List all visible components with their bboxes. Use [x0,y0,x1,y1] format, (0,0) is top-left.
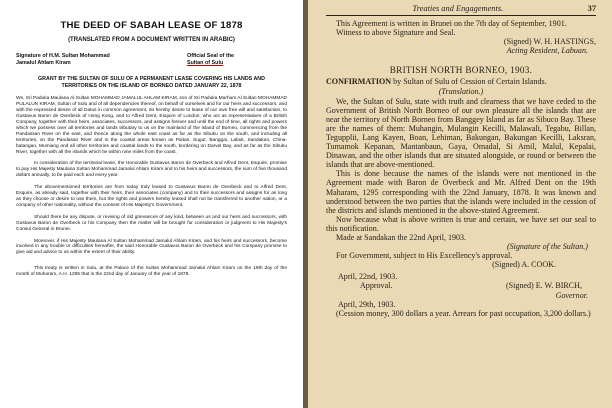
deed-title: THE DEED OF SABAH LEASE OF 1878 [60,20,243,31]
running-head-spacer [326,4,328,13]
agreement-date-paragraph: This Agreement is written in Brunei on the 7th day of September, 1901. [336,19,567,28]
cession-body-paragraph: Now because what is above written is true and certain, we have set our seal to this notification. [326,214,596,233]
deed-paragraph: The abovementioned territories are from today truly leased to Gustavus Baron de Overbeck and to Alfred Dent, Esquire, as already said, together with their heirs, their associates (company) and to their successors and assigns for as long as they choose or desire to use them, but the rights and powers hereby leased shall not be transferred to another nation, or a company of other nationality, without the consent of His Majesty's Government. [16,185,287,208]
made-at-line: Made at Sandakan the 22nd April, 1903. [336,232,467,242]
deed-subtitle: (TRANSLATED FROM A DOCUMENT WRITTEN IN ARABIC) [68,37,235,43]
witness-label: Witness to above Signature and Seal. [336,28,456,38]
cook-signature: (Signed) A. COOK. [492,260,556,270]
deed-paragraph: In consideration of the territorial lease, the Honorable Gustavus Baron de Overbeck and Alfred Dent, Esquire, promise to pay His Majesty Maulana Sultan Mohammad Jamalul Ahlam Kiram and to his heirs and successors, the sum of five thousand dollars annually, to be paid each and every year. [16,161,287,179]
confirmation-bold: CONFIRMATION [326,77,392,87]
translation-label: (Translation.) [438,87,484,97]
page-number: 37 [587,4,596,13]
cession-body-paragraph: This is done because the names of the islands were not mentioned in the Agreement made with Baron de Overbeck and Mr. Alfred Dent on the 19th Maharam, 1295 corresponding with the 22nd January, 1878. It was known and understood between the two parties that the islands were included in the cession of the districts and islands mentioned in the above-stated Agreement. [326,169,596,215]
deed-paragraph: Moreover, if His Majesty Maulana Al Sultan Mohammad Jamalul Ahlam Kiram, and his heirs and successors, become involved in any trouble or difficulties hereafter, the said Honorable Gustavus Baron de Overbeck and his Company promise to give aid and advice to us within the extent of their ability. [16,238,287,256]
birch-signature: (Signed) E. W. BIRCH, [505,281,582,291]
running-head-title: Treaties and Engagements. [412,4,504,13]
deed-paragraph: We, Sri Paduka Maulana Al Sultan MOHAMMAD JAMALUL AHLAM KIRAM, son of Sri Paduka Marhum Al Sultan MOHAMMAD PULALUN KIRAM, Sultan of Sulu and of all dependencies thereof, on behalf of ourselves and for our heirs and successors, and with the expressed desire of all Datus in common agreement, do hereby desire to lease of our own free will and satisfaction, to Gustavus Baron de Overbeck of Hong Kong, and to Alfred Dent, Esquire of London, who act as representatives of a British Company, together with their heirs, associates, successors, and assigns forever and until the end of time, all rights and powers which we possess over all territories and lands tributary to us on the mainland of the island of Borneo, commencing from the Pandassan River on the east, and thence along the whole east coast as far as the Sibuku on the south, and including all territories, on the Pandasan River and in the coastal areas known as Paitan, Sugut, Banggai, Labuk, Sandakan, China-batangan, Mumiang and all other territories and coastal lands to the south, bordering on Darvel Bay, and as far as the Sibuku River, together with all the islands which lie within nine miles from the coast. [16,96,287,155]
seal-name-text: Sultan of Sulu [187,59,224,66]
sultan-signature: (Signature of the Sultan.) [506,242,588,252]
government-approval-line: For Government, subject to His Excellency's approval. [336,251,513,261]
cession-body-paragraph: We, the Sultan of Sulu, state with truth and clearness that we have ceded to the Government of British North Borneo of our own pleasure all the islands that are near the territory of North Borneo from Banggey Island as far as Sibuco Bay. These are the names of them: Muhangin, Mulangin Kecilli, Malawali, Tegabu, Billan, Tegupplii, Lang Kayen, Boan, Lehiman, Bakungan, Bakungan Kecilli, Laksran, Tumamok Kepanan, Mantanbaun, Gaya, Omadal, Si Amil, Malul, Kepalai, Dinawan, and the other islands that are situated alongside, or round or between the islands that are above-mentioned. [326,96,596,170]
deed-document-panel [0,0,303,408]
date-line: April, 22nd, 1903. [338,272,398,282]
date-line: April, 29th, 1903. [338,299,396,309]
section-heading: BRITISH NORTH BORNEO, 1903. [389,65,533,76]
approval-line [326,281,596,290]
deed-paragraph: This treaty is written in Sulu, at the Palace of the Sultan Mohammad Jamalul Ahlam Kiram on the 19th day of the month of Muharam, A.H. 1295 that is the 22nd day of January of the year of 1878. [16,266,287,278]
cession-money-note: (Cession money, 300 dollars a year. Arrears for past occupation, 3,200 dollars.) [336,308,591,318]
grant-heading: GRANT BY THE SULTAN OF SULU OF A PERMANENT LEASE COVERING HIS LANDS AND TERRITORIES ON THE ISLAND OF BORNEO DATED JANUARY 22, 1878 [38,76,265,89]
witness-signature: (Signed) W. H. HASTINGS, [503,37,596,47]
approval-label: Approval. [360,281,393,291]
sultan-signature-label: Signature of H.M. Sultan Mohammad Jamalul Ahlam Kiram [16,53,110,66]
governor-title: Governor. [555,290,588,300]
deed-paragraph: Should there be any dispute, or reviving of old grievances of any kind, between us and our heirs and successors, with Gustavus Baron de Overbeck or his Company then the matter will be brought for consideration or judgment to His Majesty's Consul General in Brunei. [16,214,287,232]
witness-title: Acting Resident, Labuan. [506,46,588,56]
seal-label-text: Official Seal of the [187,53,235,59]
page-header [326,4,596,16]
confirmation-text: by Sultan of Sulu of Cession of Certain Islands. [393,77,547,87]
official-seal-label [187,53,287,66]
confirmation-line [326,77,596,86]
signature-block [16,53,287,66]
treaty-book-page [308,0,612,408]
